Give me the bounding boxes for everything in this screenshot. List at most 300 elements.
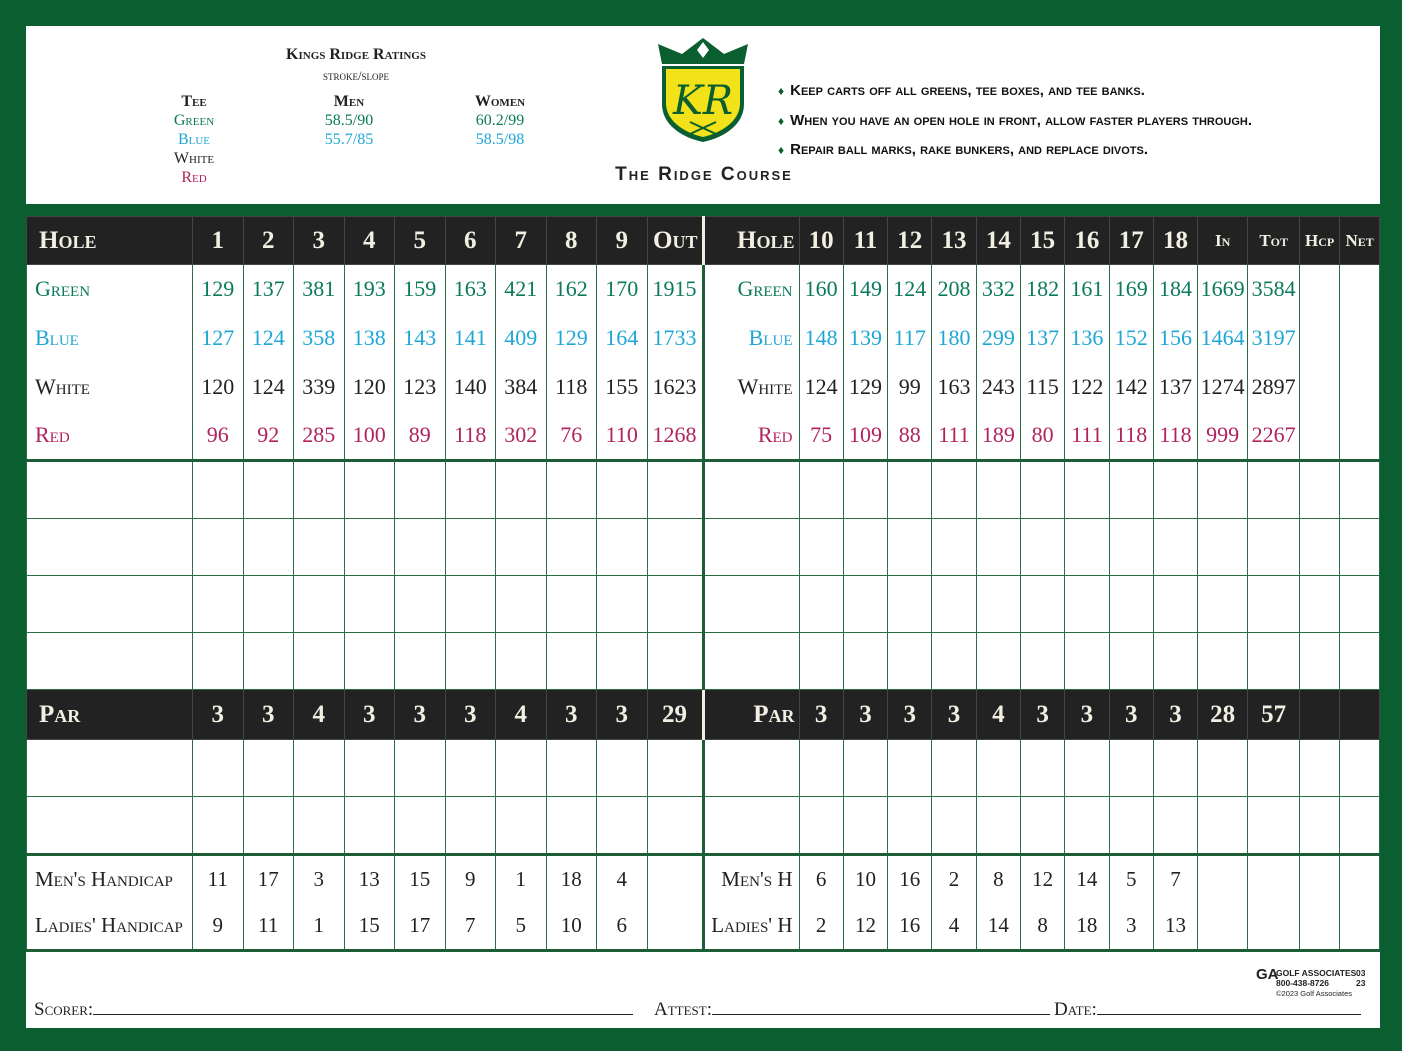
net-score-cell[interactable] [1340, 797, 1380, 855]
score-cell[interactable] [193, 797, 244, 855]
score-cell[interactable] [888, 519, 932, 576]
handicap-cell: 14 [976, 903, 1020, 951]
diamond-bullet-icon: ♦ [778, 143, 785, 157]
out-score-cell[interactable] [647, 633, 703, 690]
yardage-cell: 139 [843, 314, 887, 363]
handicap-cell: 16 [888, 903, 932, 951]
score-cell[interactable] [496, 576, 547, 633]
score-cell[interactable] [193, 519, 244, 576]
hcp-score-cell[interactable] [1300, 633, 1340, 690]
total-yardage: 2897 [1248, 363, 1300, 412]
out-score-cell[interactable] [647, 519, 703, 576]
hcp-score-cell[interactable] [1300, 576, 1340, 633]
score-cell[interactable] [445, 576, 496, 633]
score-cell[interactable] [243, 519, 294, 576]
score-cell[interactable] [496, 461, 547, 519]
handicap-cell: 10 [546, 903, 597, 951]
yardage-cell: 88 [888, 412, 932, 461]
score-cell[interactable] [976, 519, 1020, 576]
par-cell: 3 [395, 690, 446, 740]
player-name-cell[interactable] [27, 633, 193, 690]
course-rules [778, 76, 1378, 165]
score-cell[interactable] [976, 461, 1020, 519]
score-cell[interactable] [445, 740, 496, 797]
total-score-cell[interactable] [1248, 519, 1300, 576]
yardage-cell: 170 [597, 265, 648, 314]
score-cell[interactable] [597, 461, 648, 519]
score-cell[interactable] [294, 797, 345, 855]
women-green-rating: 60.2/99 [475, 112, 525, 129]
out-yardage: 1733 [647, 314, 703, 363]
score-cell[interactable] [546, 740, 597, 797]
out-score-cell[interactable] [647, 461, 703, 519]
score-cell[interactable] [294, 633, 345, 690]
tee-row-white [27, 363, 1380, 412]
total-score-cell[interactable] [1248, 576, 1300, 633]
date-line[interactable] [1097, 998, 1361, 1015]
par-in: 28 [1198, 690, 1248, 740]
player-name-cell-back[interactable] [703, 576, 799, 633]
score-cell[interactable] [888, 633, 932, 690]
out-yardage: 1268 [647, 412, 703, 461]
handicap-cell: 11 [243, 903, 294, 951]
scorer-line[interactable] [93, 998, 633, 1015]
score-cell[interactable] [294, 461, 345, 519]
yardage-cell: 156 [1153, 314, 1197, 363]
score-cell[interactable] [888, 797, 932, 855]
handicap-cell: 9 [445, 855, 496, 903]
par-cell: 3 [243, 690, 294, 740]
date-field[interactable] [1054, 998, 1361, 1021]
score-cell[interactable] [1153, 576, 1197, 633]
hole-number-16: 16 [1065, 217, 1109, 265]
score-cell[interactable] [799, 461, 843, 519]
player-name-cell[interactable] [27, 740, 193, 797]
player-name-cell[interactable] [27, 461, 193, 519]
handicap-cell: 8 [976, 855, 1020, 903]
score-cell[interactable] [294, 740, 345, 797]
score-cell[interactable] [1020, 576, 1064, 633]
handicap-cell: 3 [294, 855, 345, 903]
score-cell[interactable] [1109, 576, 1153, 633]
score-cell[interactable] [193, 740, 244, 797]
handicap-cell: 18 [1065, 903, 1109, 951]
hole-number-12: 12 [888, 217, 932, 265]
tee-name-back: White [703, 363, 799, 412]
handicap-cell: 8 [1020, 903, 1064, 951]
golf-associates-mark: GA [1256, 966, 1279, 983]
hcp-cell [1300, 363, 1340, 412]
score-cell[interactable] [546, 797, 597, 855]
score-cell[interactable] [496, 740, 547, 797]
in-yardage: 1464 [1198, 314, 1248, 363]
yardage-cell: 381 [294, 265, 345, 314]
hole-number-8: 8 [546, 217, 597, 265]
score-cell[interactable] [1153, 797, 1197, 855]
yardage-cell: 124 [799, 363, 843, 412]
in-score-cell[interactable] [1198, 576, 1248, 633]
score-cell[interactable] [888, 461, 932, 519]
yardage-cell: 137 [243, 265, 294, 314]
score-cell[interactable] [799, 576, 843, 633]
score-cell[interactable] [243, 461, 294, 519]
score-cell[interactable] [976, 633, 1020, 690]
score-cell[interactable] [799, 519, 843, 576]
net-score-cell[interactable] [1340, 461, 1380, 519]
scorer-field[interactable] [34, 998, 633, 1021]
score-cell[interactable] [395, 576, 446, 633]
total-score-cell[interactable] [1248, 740, 1300, 797]
tee-white-label: White [173, 150, 215, 167]
par-cell: 3 [193, 690, 244, 740]
tee-blue-label: Blue [177, 131, 211, 148]
hcp-cell [1300, 412, 1340, 461]
score-cell[interactable] [1109, 633, 1153, 690]
player-name-cell[interactable] [27, 797, 193, 855]
yardage-cell: 339 [294, 363, 345, 412]
handicap-cell: 17 [243, 855, 294, 903]
net-score-cell[interactable] [1340, 519, 1380, 576]
hole-number-6: 6 [445, 217, 496, 265]
net-cell [1340, 412, 1380, 461]
handicap-cell: 3 [1109, 903, 1153, 951]
handicap-cell: 4 [597, 855, 648, 903]
score-cell[interactable] [344, 519, 395, 576]
men-blue-rating: 55.7/85 [324, 131, 374, 148]
hole-number-3: 3 [294, 217, 345, 265]
yardage-cell: 140 [445, 363, 496, 412]
score-cell[interactable] [1065, 576, 1109, 633]
hcp-score-cell[interactable] [1300, 797, 1340, 855]
ratings-title: Kings Ridge Ratings [286, 46, 426, 63]
total-yardage: 3197 [1248, 314, 1300, 363]
score-cell[interactable] [932, 633, 976, 690]
score-cell[interactable] [344, 576, 395, 633]
score-cell[interactable] [193, 461, 244, 519]
hcp-score-cell[interactable] [1300, 519, 1340, 576]
in-score-cell[interactable] [1198, 797, 1248, 855]
total-score-cell[interactable] [1248, 797, 1300, 855]
out-score-cell[interactable] [647, 797, 703, 855]
women-header: Women [474, 93, 526, 110]
yardage-cell: 142 [1109, 363, 1153, 412]
handicap-cell: 6 [799, 855, 843, 903]
handicap-cell: 5 [496, 903, 547, 951]
score-cell[interactable] [294, 519, 345, 576]
score-cell[interactable] [1065, 519, 1109, 576]
in-yardage: 1274 [1198, 363, 1248, 412]
divider-band [26, 204, 1380, 216]
handicap-cell: 2 [799, 903, 843, 951]
score-cell[interactable] [888, 576, 932, 633]
score-cell[interactable] [932, 740, 976, 797]
yardage-cell: 152 [1109, 314, 1153, 363]
score-cell[interactable] [344, 740, 395, 797]
score-cell[interactable] [395, 519, 446, 576]
out-yardage: 1915 [647, 265, 703, 314]
hcp-label: Hcp [1300, 217, 1340, 265]
attest-field[interactable] [654, 998, 1050, 1021]
score-cell[interactable] [976, 797, 1020, 855]
score-cell[interactable] [546, 519, 597, 576]
yardage-cell: 124 [243, 363, 294, 412]
score-cell[interactable] [1065, 461, 1109, 519]
score-cell[interactable] [496, 633, 547, 690]
yardage-cell: 149 [843, 265, 887, 314]
score-cell[interactable] [799, 797, 843, 855]
score-cell[interactable] [1109, 740, 1153, 797]
score-cell[interactable] [445, 633, 496, 690]
yardage-cell: 332 [976, 265, 1020, 314]
score-cell[interactable] [843, 576, 887, 633]
net-score-cell[interactable] [1340, 633, 1380, 690]
net-label: Net [1340, 217, 1380, 265]
score-cell[interactable] [597, 740, 648, 797]
yardage-cell: 143 [395, 314, 446, 363]
copyright-text: ©2023 Golf Associates [1276, 989, 1352, 998]
score-cell[interactable] [294, 576, 345, 633]
score-cell[interactable] [597, 576, 648, 633]
score-cell[interactable] [932, 797, 976, 855]
attest-line[interactable] [712, 998, 1050, 1015]
men-green-rating: 58.5/90 [324, 112, 374, 129]
player-score-row[interactable] [27, 740, 1380, 797]
score-cell[interactable] [932, 576, 976, 633]
score-cell[interactable] [932, 461, 976, 519]
score-cell[interactable] [546, 633, 597, 690]
in-yardage: 1669 [1198, 265, 1248, 314]
score-cell[interactable] [1065, 797, 1109, 855]
player-score-row[interactable] [27, 461, 1380, 519]
in-score-cell[interactable] [1198, 633, 1248, 690]
handicap-net-cell [1340, 903, 1380, 951]
par-label-back: Par [703, 690, 799, 740]
score-cell[interactable] [1153, 461, 1197, 519]
out-yardage: 1623 [647, 363, 703, 412]
score-cell[interactable] [395, 633, 446, 690]
yardage-cell: 164 [597, 314, 648, 363]
par-cell: 4 [976, 690, 1020, 740]
score-cell[interactable] [597, 633, 648, 690]
score-cell[interactable] [932, 519, 976, 576]
handicap-label: Men's Handicap [27, 855, 193, 903]
handicap-cell: 7 [1153, 855, 1197, 903]
handicap-cell: 12 [1020, 855, 1064, 903]
tot-label: Tot [1248, 217, 1300, 265]
score-cell[interactable] [1153, 519, 1197, 576]
score-cell[interactable] [344, 797, 395, 855]
score-cell[interactable] [843, 461, 887, 519]
score-cell[interactable] [445, 797, 496, 855]
yardage-cell: 243 [976, 363, 1020, 412]
yardage-cell: 148 [799, 314, 843, 363]
score-cell[interactable] [888, 740, 932, 797]
player-name-cell-back[interactable] [703, 519, 799, 576]
score-cell[interactable] [496, 797, 547, 855]
yardage-cell: 117 [888, 314, 932, 363]
handicap-in-cell [1198, 903, 1248, 951]
player-name-cell-back[interactable] [703, 633, 799, 690]
score-cell[interactable] [496, 519, 547, 576]
yardage-cell: 100 [344, 412, 395, 461]
score-cell[interactable] [1020, 519, 1064, 576]
yardage-cell: 124 [888, 265, 932, 314]
rule-text: Repair ball marks, rake bunkers, and replace divots. [790, 141, 1148, 158]
par-row [27, 690, 1380, 740]
yardage-cell: 111 [1065, 412, 1109, 461]
handicap-cell: 1 [294, 903, 345, 951]
hcp-cell [1300, 265, 1340, 314]
score-cell[interactable] [395, 797, 446, 855]
score-cell[interactable] [344, 461, 395, 519]
yardage-cell: 109 [843, 412, 887, 461]
score-cell[interactable] [843, 519, 887, 576]
score-cell[interactable] [799, 740, 843, 797]
yardage-cell: 193 [344, 265, 395, 314]
score-cell[interactable] [1109, 519, 1153, 576]
tee-name-back: Blue [703, 314, 799, 363]
men-header: Men [333, 93, 365, 110]
player-score-row[interactable] [27, 797, 1380, 855]
handicap-cell: 11 [193, 855, 244, 903]
par-cell: 3 [1020, 690, 1064, 740]
yardage-cell: 99 [888, 363, 932, 412]
score-cell[interactable] [395, 740, 446, 797]
hcp-score-cell[interactable] [1300, 740, 1340, 797]
score-cell[interactable] [843, 740, 887, 797]
in-label: In [1198, 217, 1248, 265]
yardage-cell: 163 [445, 265, 496, 314]
score-cell[interactable] [395, 461, 446, 519]
score-cell[interactable] [597, 797, 648, 855]
score-cell[interactable] [1020, 740, 1064, 797]
hcp-score-cell[interactable] [1300, 461, 1340, 519]
score-cell[interactable] [445, 519, 496, 576]
tee-name: Red [27, 412, 193, 461]
yardage-cell: 162 [546, 265, 597, 314]
yardage-cell: 124 [243, 314, 294, 363]
par-cell: 3 [888, 690, 932, 740]
score-cell[interactable] [1153, 740, 1197, 797]
yardage-cell: 208 [932, 265, 976, 314]
handicap-cell: 10 [843, 855, 887, 903]
par-cell: 3 [344, 690, 395, 740]
score-cell[interactable] [843, 633, 887, 690]
yardage-cell: 127 [193, 314, 244, 363]
yardage-cell: 136 [1065, 314, 1109, 363]
handicap-cell: 13 [1153, 903, 1197, 951]
score-cell[interactable] [1153, 633, 1197, 690]
out-label: Out [647, 217, 703, 265]
net-score-cell[interactable] [1340, 740, 1380, 797]
hole-number-7: 7 [496, 217, 547, 265]
score-cell[interactable] [1065, 633, 1109, 690]
in-score-cell[interactable] [1198, 740, 1248, 797]
score-cell[interactable] [597, 519, 648, 576]
score-cell[interactable] [1109, 461, 1153, 519]
handicap-tot-cell [1248, 903, 1300, 951]
score-cell[interactable] [546, 461, 597, 519]
yardage-cell: 118 [1109, 412, 1153, 461]
hcp-cell [1300, 314, 1340, 363]
handicap-out-cell [647, 855, 703, 903]
score-cell[interactable] [1109, 797, 1153, 855]
score-cell[interactable] [243, 797, 294, 855]
score-cell[interactable] [243, 740, 294, 797]
handicap-label-back: Men's H [703, 855, 799, 903]
hole-number-5: 5 [395, 217, 446, 265]
women-blue-rating: 58.5/98 [475, 131, 525, 148]
yardage-cell: 182 [1020, 265, 1064, 314]
handicap-cell: 14 [1065, 855, 1109, 903]
player-score-row[interactable] [27, 633, 1380, 690]
score-cell[interactable] [193, 576, 244, 633]
yardage-cell: 421 [496, 265, 547, 314]
score-cell[interactable] [843, 797, 887, 855]
hole-label-back: Hole [703, 217, 799, 265]
score-cell[interactable] [976, 740, 1020, 797]
handicap-cell: 13 [344, 855, 395, 903]
score-cell[interactable] [344, 633, 395, 690]
yardage-cell: 76 [546, 412, 597, 461]
score-cell[interactable] [243, 633, 294, 690]
player-name-cell[interactable] [27, 519, 193, 576]
net-cell [1340, 314, 1380, 363]
score-cell[interactable] [1020, 461, 1064, 519]
yardage-cell: 384 [496, 363, 547, 412]
par-cell: 3 [597, 690, 648, 740]
yardage-cell: 118 [546, 363, 597, 412]
in-score-cell[interactable] [1198, 461, 1248, 519]
out-score-cell[interactable] [647, 740, 703, 797]
yardage-cell: 123 [395, 363, 446, 412]
yardage-cell: 184 [1153, 265, 1197, 314]
score-cell[interactable] [1020, 633, 1064, 690]
score-cell[interactable] [1065, 740, 1109, 797]
score-table [26, 216, 1380, 952]
yardage-cell: 302 [496, 412, 547, 461]
tee-name-back: Green [703, 265, 799, 314]
hole-number-11: 11 [843, 217, 887, 265]
player-score-row[interactable] [27, 576, 1380, 633]
score-cell[interactable] [243, 576, 294, 633]
player-name-cell-back[interactable] [703, 740, 799, 797]
handicap-cell: 12 [843, 903, 887, 951]
score-cell[interactable] [546, 576, 597, 633]
player-score-row[interactable] [27, 519, 1380, 576]
total-score-cell[interactable] [1248, 633, 1300, 690]
par-cell: 3 [1109, 690, 1153, 740]
out-score-cell[interactable] [647, 576, 703, 633]
player-name-cell[interactable] [27, 576, 193, 633]
yardage-cell: 118 [1153, 412, 1197, 461]
ratings-subtitle: stroke/slope [322, 68, 390, 83]
score-cell[interactable] [1020, 797, 1064, 855]
score-cell[interactable] [799, 633, 843, 690]
score-cell[interactable] [445, 461, 496, 519]
player-name-cell-back[interactable] [703, 797, 799, 855]
tee-name: Green [27, 265, 193, 314]
par-cell: 3 [799, 690, 843, 740]
yardage-cell: 159 [395, 265, 446, 314]
score-cell[interactable] [193, 633, 244, 690]
score-cell[interactable] [976, 576, 1020, 633]
total-score-cell[interactable] [1248, 461, 1300, 519]
net-score-cell[interactable] [1340, 576, 1380, 633]
player-name-cell-back[interactable] [703, 461, 799, 519]
scorecard-footer [26, 960, 1380, 1028]
in-score-cell[interactable] [1198, 519, 1248, 576]
